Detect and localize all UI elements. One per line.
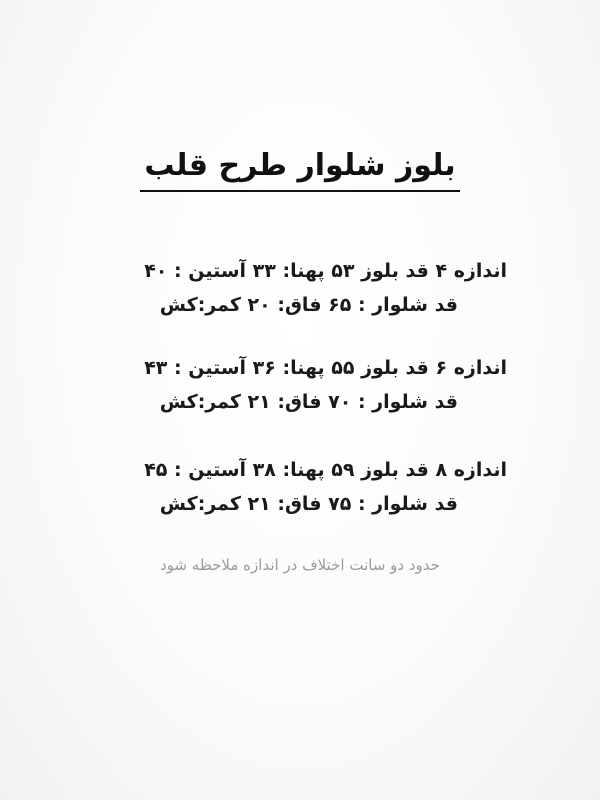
size-block-8 [87,453,507,521]
size-6-pants-line: قد شلوار : ۷۰ فاق: ۲۱ کمر:کش [159,391,458,413]
title-container [0,148,600,192]
page-title: بلوز شلوار طرح قلب [140,148,459,192]
size-tolerance-note: حدود دو سانت اختلاف در اندازه ملاحظه شود [160,556,440,574]
size-6-blouse-line: اندازه ۶ قد بلوز ۵۵ پهنا: ۳۶ آستین : ۴۳ [144,357,507,379]
size-8-pants-line: قد شلوار : ۷۵ فاق: ۲۱ کمر:کش [159,493,458,515]
size-block-6 [87,351,507,419]
size-8-blouse-line: اندازه ۸ قد بلوز ۵۹ پهنا: ۳۸ آستین : ۴۵ [144,459,507,481]
size-4-pants-line: قد شلوار : ۶۵ فاق: ۲۰ کمر:کش [159,294,458,316]
size-4-blouse-line: اندازه ۴ قد بلوز ۵۳ پهنا: ۳۳ آستین : ۴۰ [144,260,507,282]
size-block-4 [87,254,507,322]
